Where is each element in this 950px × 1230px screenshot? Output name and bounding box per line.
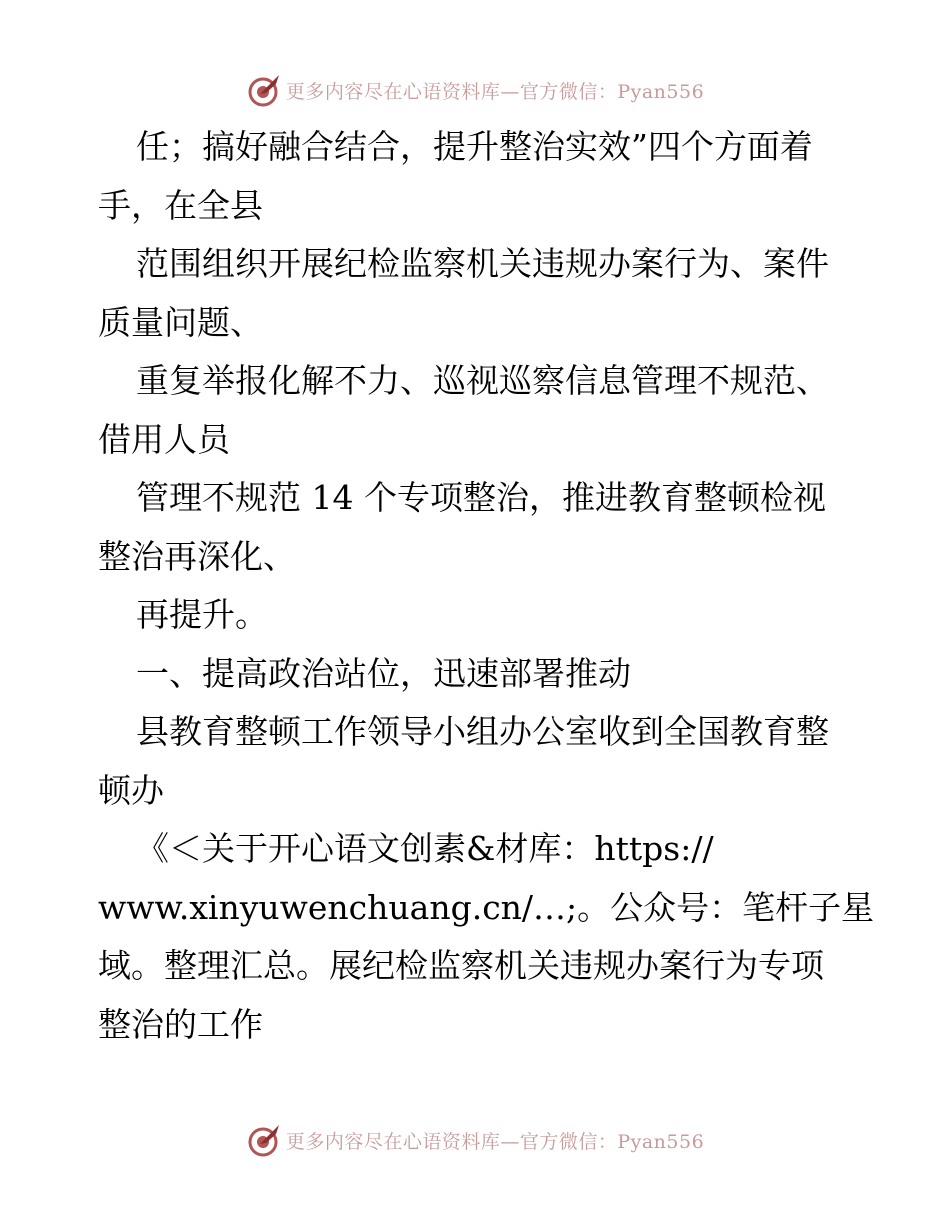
text-line: 域。整理汇总。展纪检监察机关违规办案行为专项 xyxy=(98,946,824,985)
text-line: 任；搞好融合结合，提升整治实效”四个方面着 xyxy=(136,127,813,166)
header-watermark-text: 更多内容尽在心语资料库—官方微信：Pyan556 xyxy=(285,80,705,103)
quill-logo-icon xyxy=(246,1122,282,1158)
text-line: www.xinyuwenchuang.cn/…;。公众号：笔杆子星 xyxy=(98,887,875,927)
text-line: 借用人员 xyxy=(98,419,230,459)
text-line: 质量问题、 xyxy=(98,302,263,342)
text-line: 整治的工作 xyxy=(98,1004,263,1044)
quill-logo-icon xyxy=(246,72,282,108)
text-line: 管理不规范 14 个专项整治，推进教育整顿检视 xyxy=(136,478,826,517)
footer-watermark-text: 更多内容尽在心语资料库—官方微信：Pyan556 xyxy=(285,1130,705,1153)
text-line: 范围组织开展纪检监察机关违规办案行为、案件 xyxy=(136,244,829,283)
document-body xyxy=(98,118,875,1054)
section-heading: 一、提高政治站位，迅速部署推动 xyxy=(136,653,631,693)
header-watermark-banner xyxy=(0,70,950,110)
text-line: 顿办 xyxy=(98,770,164,810)
text-line: 整治再深化、 xyxy=(98,536,296,576)
text-line: 再提升。 xyxy=(136,595,268,634)
text-line: 《＜关于开心语文创素&材库：https:// xyxy=(136,829,714,868)
text-line: 手，在全县 xyxy=(98,185,263,225)
text-line: 县教育整顿工作领导小组办公室收到全国教育整 xyxy=(136,712,829,751)
footer-watermark-banner xyxy=(0,1120,950,1160)
text-line: 重复举报化解不力、巡视巡察信息管理不规范、 xyxy=(136,361,829,400)
